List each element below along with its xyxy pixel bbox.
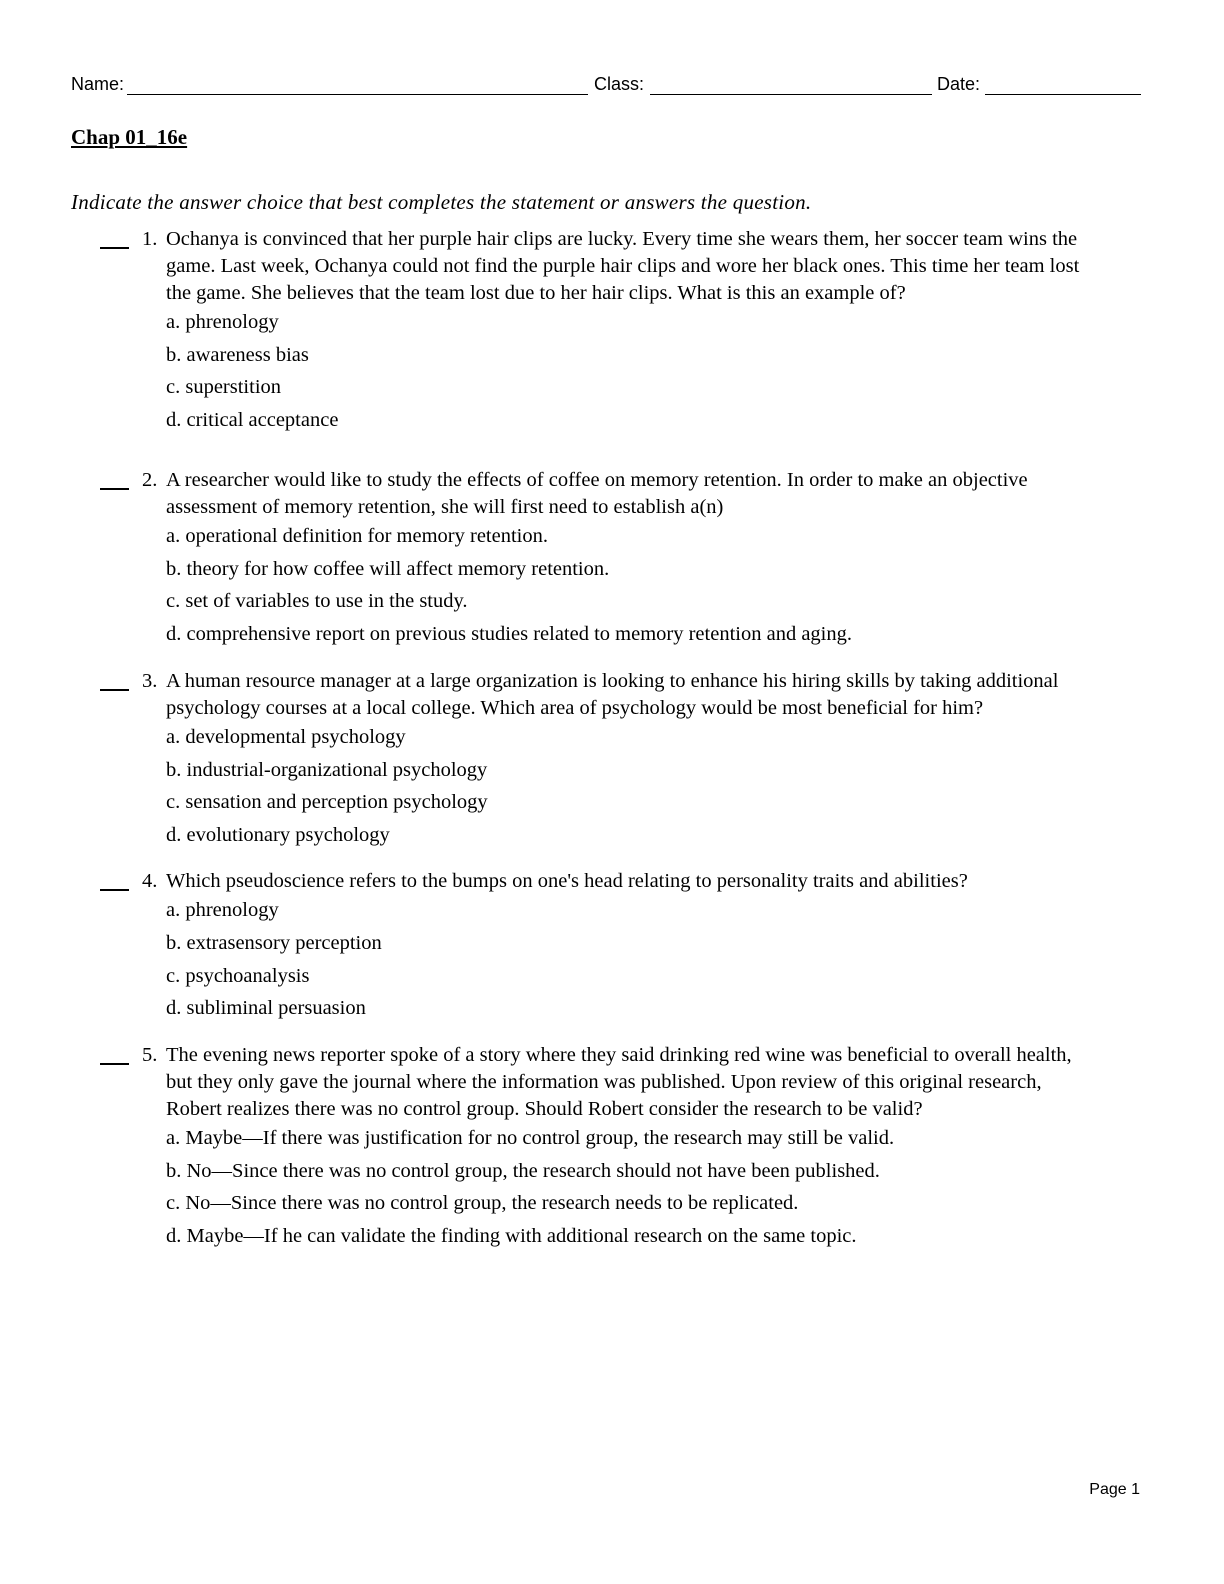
name-field-line[interactable] [127,94,588,95]
question-line: Ochanya is convinced that her purple hair clips are lucky. Every time she wears them, her soccer team wins the [166,228,1078,250]
page-number: Page 1 [1089,1481,1140,1498]
date-label: Date: [937,74,981,94]
option-b: b. extrasensory perception [166,932,382,954]
name-label: Name: [71,74,125,94]
option-c: c. psychoanalysis [166,965,310,987]
option-b: b. industrial-organizational psychology [166,759,488,781]
option-a: a. operational definition for memory retention. [166,525,548,547]
option-b: b. No—Since there was no control group, the research should not have been published. [166,1160,880,1182]
answer-blank[interactable] [100,889,129,891]
option-d: d. subliminal persuasion [166,997,366,1019]
question-line: game. Last week, Ochanya could not find the purple hair clips and wore her black ones. This time her team lost [166,255,1080,277]
question-line: assessment of memory retention, she will first need to establish a(n) [166,496,724,518]
student-info-header [71,72,1141,98]
option-d: d. evolutionary psychology [166,824,390,846]
question-line: A human resource manager at a large organization is looking to enhance his hiring skills by taking additional [166,670,1059,692]
date-field-line[interactable] [985,94,1141,95]
answer-blank[interactable] [100,1063,129,1065]
question-line: A researcher would like to study the effects of coffee on memory retention. In order to make an objective [166,469,1028,491]
question-line: The evening news reporter spoke of a story where they said drinking red wine was beneficial to overall health, [166,1044,1072,1066]
option-c: c. set of variables to use in the study. [166,590,468,612]
option-a: a. Maybe—If there was justification for no control group, the research may still be valid. [166,1127,895,1149]
class-field-line[interactable] [650,94,932,95]
option-d: d. Maybe—If he can validate the finding with additional research on the same topic. [166,1225,857,1247]
option-b: b. awareness bias [166,344,309,366]
option-a: a. developmental psychology [166,726,406,748]
question-line: the game. She believes that the team lost due to her hair clips. What is this an example of? [166,282,906,304]
option-d: d. comprehensive report on previous studies related to memory retention and aging. [166,623,852,645]
option-b: b. theory for how coffee will affect memory retention. [166,558,610,580]
question-line: but they only gave the journal where the information was published. Upon review of this original research, [166,1071,1042,1093]
question-number: 1. [142,228,158,250]
answer-blank[interactable] [100,689,129,691]
question-number: 4. [142,870,158,892]
option-c: c. sensation and perception psychology [166,791,488,813]
question-line: psychology courses at a local college. Which area of psychology would be most beneficial for him? [166,697,984,719]
instructions: Indicate the answer choice that best completes the statement or answers the question. [71,190,812,214]
question-text [166,868,1146,895]
answer-blank[interactable] [100,488,129,490]
question-line: Robert realizes there was no control group. Should Robert consider the research to be valid? [166,1098,923,1120]
question-number: 2. [142,469,158,491]
question-text [166,1042,1146,1123]
option-a: a. phrenology [166,311,279,333]
question-text [166,226,1146,307]
option-c: c. superstition [166,376,282,398]
question-text [166,467,1146,521]
answer-blank[interactable] [100,247,129,249]
option-c: c. No—Since there was no control group, the research needs to be replicated. [166,1192,799,1214]
option-d: d. critical acceptance [166,409,339,431]
option-a: a. phrenology [166,899,279,921]
question-text [166,668,1146,722]
question-number: 3. [142,670,158,692]
question-number: 5. [142,1044,158,1066]
page-title: Chap 01_16e [71,125,188,149]
question-line: Which pseudoscience refers to the bumps on one's head relating to personality traits and abilities? [166,870,968,892]
class-label: Class: [594,74,645,94]
